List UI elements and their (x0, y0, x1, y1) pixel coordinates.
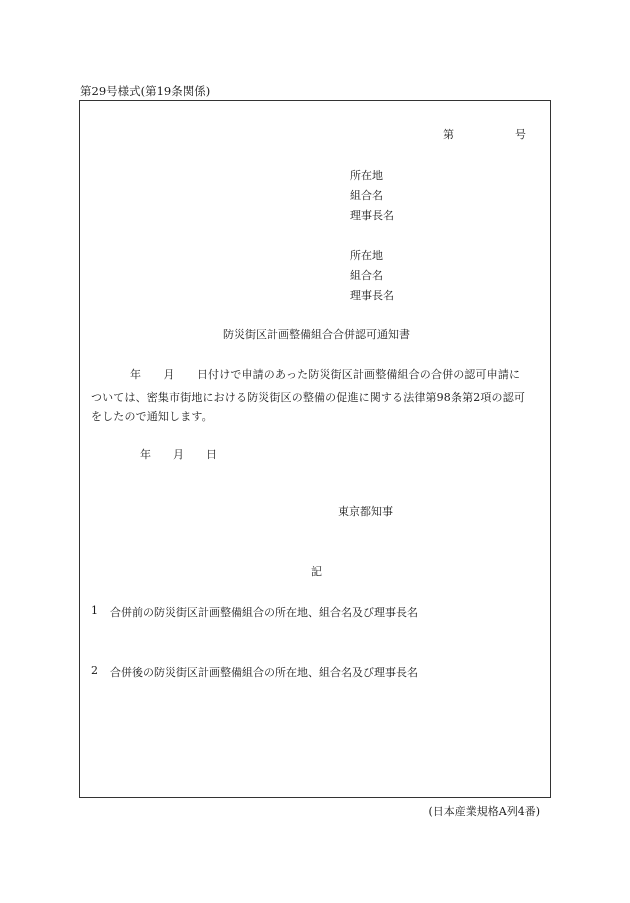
body-line-1: 年 月 日付けで申請のあった防災街区計画整備組合の合併の認可申請に (130, 368, 521, 381)
date-line: 年 月 日 (140, 448, 217, 461)
ki-heading: 記 (311, 565, 322, 578)
form-label: 第29号様式(第19条関係) (80, 84, 211, 98)
party1-chairman-label: 理事長名 (350, 209, 394, 222)
document-frame (79, 100, 551, 798)
number-dai: 第 (443, 128, 454, 141)
body-line-2: ついては、密集市街地における防災街区の整備の促進に関する法律第98条第2項の認可 (91, 391, 525, 404)
item-1-number: 1 (91, 604, 98, 617)
issuer: 東京都知事 (338, 505, 393, 518)
party2-chairman-label: 理事長名 (350, 289, 394, 302)
party1-location-label: 所在地 (350, 169, 383, 182)
item-1-text: 合併前の防災街区計画整備組合の所在地、組合名及び理事長名 (110, 606, 418, 619)
document-title: 防災街区計画整備組合合併認可通知書 (223, 328, 410, 341)
party2-location-label: 所在地 (350, 249, 383, 262)
item-2-number: 2 (91, 664, 98, 677)
item-2-text: 合併後の防災街区計画整備組合の所在地、組合名及び理事長名 (110, 666, 418, 679)
party2-union-name-label: 組合名 (350, 269, 383, 282)
footer-note: (日本産業規格A列4番) (428, 805, 540, 818)
body-line-3: をしたので通知します。 (91, 410, 213, 423)
party1-union-name-label: 組合名 (350, 189, 383, 202)
number-go: 号 (515, 128, 526, 141)
